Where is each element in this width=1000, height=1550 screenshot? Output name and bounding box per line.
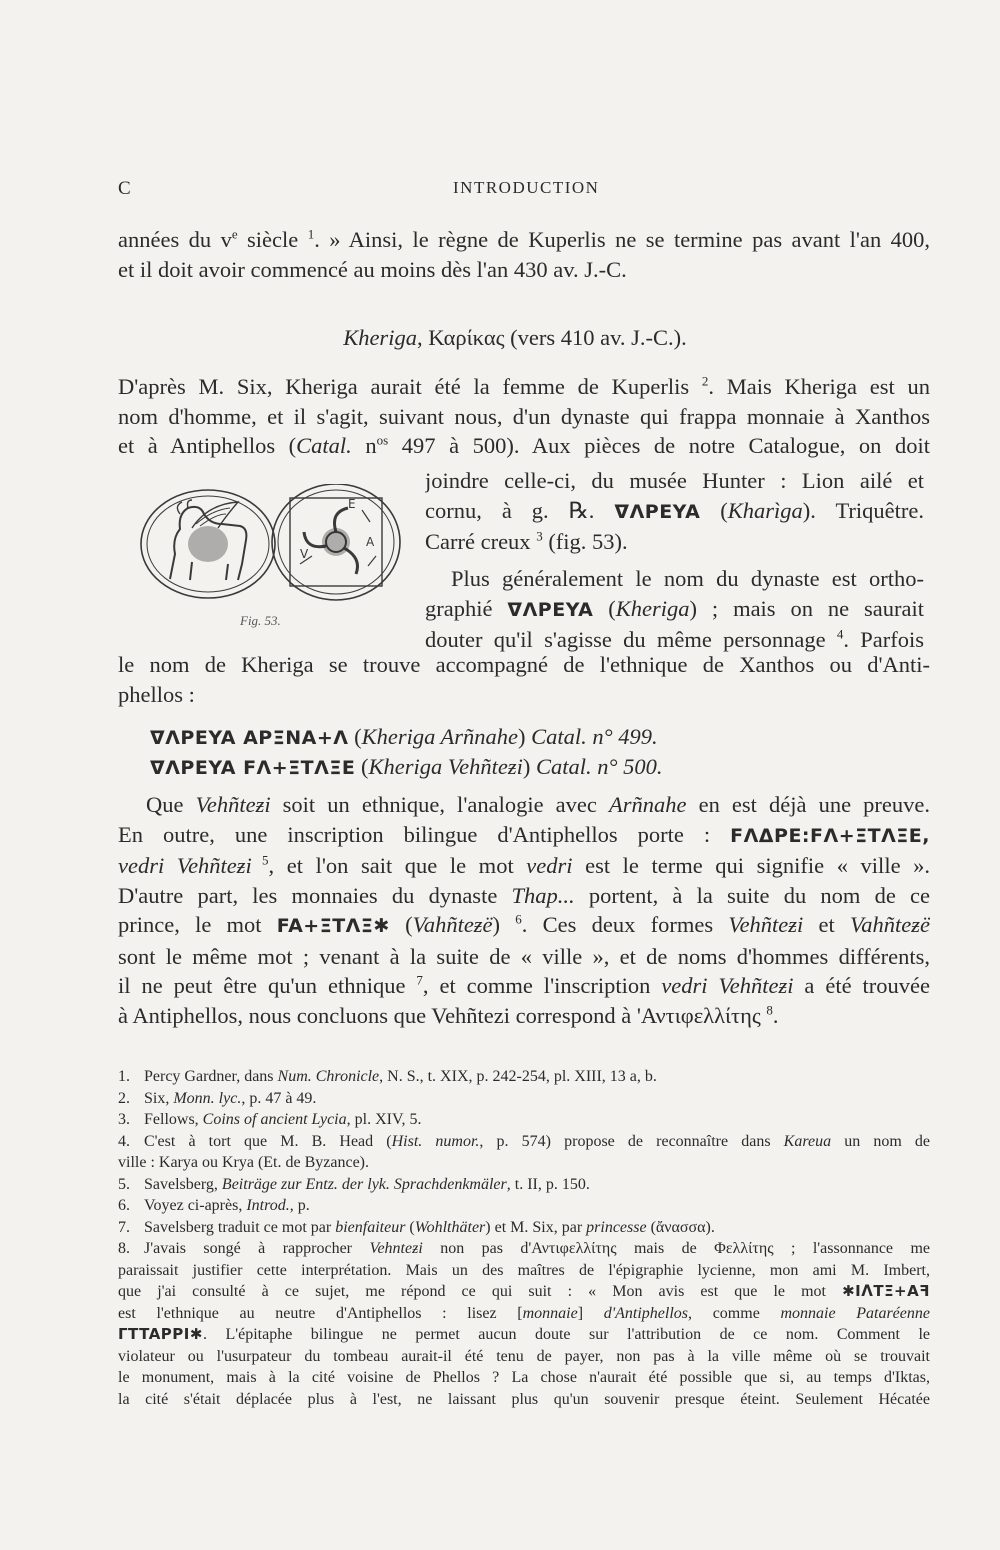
footnote-ref-5[interactable]: 5 [251,852,269,868]
footnote-ref-6[interactable]: 6 [515,911,522,927]
svg-text:V: V [300,547,309,561]
footnote-2: 2. Six, Monn. lyc., p. 47 à 49. [118,1089,317,1107]
footnote-ref-7[interactable]: 7 [416,972,423,988]
wrapped-text-2: Plus généralement le nom du dynaste est ortho- graphié ᐁᐱPEYA (Kheriga) ; mais on ne saurait douter qu'il s'agisse du même personnage $^4$. Parfois [425,566,924,652]
footnotes: 1. Percy Gardner, dans Num. Chronicle, N. S., t. XIX, p. 242-254, pl. XIII, 13 a, b. 2. Six, Monn. lyc., p. 47 à 49. 3. Fellows, Coins of ancient Lycia, pl. XIV, 5. 4. C'est à tort que M. B. Head (Hist. numor., p. 574) propose de reconnaître dans Kareua un nom de ville : Karya ou Krya (Et. de Byzance). 5. Savelsberg, Beiträge zur Entz. der lyk. Sprachdenkmäler, t. II, p. 150. 6. Voyez ci-après, Introd., p. 7. Savelsberg traduit ce mot par bienfaiteur (Wohlthäter) et M. Six, par princesse (ἄνασσα). 8. J'avais songé à rapprocher Vehnteƶi non pas d'Αντιφελλίτης mais de Φελλίτης ; l'assonnance me paraissait justifier cette interprétation. Mais un des maîtres de l'épigraphie lycienne, mon ami M. Imbert, que j'ai consulté à ce sujet, me répond ce qui suit : « Mon avis est que le mot ✱IᐱTΞ+Aꟻ est l'ethnique au neutre d'Antiphellos : lisez [monnaie] d'Antiphellos, comme monnaie Pataréenne ΓTTAPPI✱. L'épitaphe bilingue ne permet aucun doute sur l'attribution de ce nom. Comment le violateur ou l'usurpateur du tombeau aurait-il été tenu de payer, non pas à la ville même où se trouvait le monument, mais à la cité voisine de Phellos ? La chose n'aurait été possible que si, au temps d'Iktas, la cité s'était déplacée plus à l'est, ne laissant plus qu'un souvenir presque éteint. Seulement Hécatée [118,1068,930,1408]
footnote-8: 8. J'avais songé à rapprocher Vehnteƶi non pas d'Αντιφελλίτης mais de Φελλίτης ; l'assonnance me [118,1240,930,1257]
footnote-ref-8[interactable]: 8 [766,1002,773,1017]
running-header [118,178,948,208]
coin-illustration [130,484,420,604]
footnote-5: 5. Savelsberg, Beiträge zur Entz. der lyk. Sprachdenkmäler, t. II, p. 150. [118,1175,590,1193]
paragraph-1: années du $v^e$ siècle $^1$. » Ainsi, le règne de Kuperlis ne se termine pas avant l'an 400, et il doit avoir commencé au moins dès l'an 430 av. J.-C. [118,226,930,282]
footnote-3: 3. Fellows, Coins of ancient Lycia, pl. XIV, 5. [118,1111,422,1128]
figure-caption: Fig. 53. [240,613,281,628]
inscription-line-1: ᐁᐱPEYA APΞNA+ᐱ (Kheriga Arñnahe) Catal. n° 499. [150,724,658,749]
lycian-inscription: ᐁᐱPEYA [507,598,594,621]
section-heading: Kheriga, Καρίκας (vers 410 av. J.-C.). [343,325,687,350]
footnote-ref-3[interactable]: 3 [536,528,543,544]
footnote-ref-2[interactable]: 2 [701,373,709,389]
lycian-inscription: ᐁᐱPEYA [614,500,701,523]
paragraph-3: le nom de Kheriga se trouve accompagné de l'ethnique de Xanthos ou d'Anti- phellos : [118,652,930,707]
svg-text:A: A [366,535,375,549]
footnote-ref-1[interactable]: 1 [307,226,315,242]
svg-text:E: E [348,497,356,511]
wrapped-text-1: joindre celle-ci, du musée Hunter : Lion ailé et cornu, à g. ℞. ᐁᐱPEYA (Kharìga). Triquêtre. Carré creux $^3$ (fig. 53). [425,468,924,554]
paragraph-2: D'après M. Six, Kheriga aurait été la femme de Kuperlis $^2$. Mais Kheriga est un nom d'homme, et il s'agit, suivant nous, d'un dynaste qui frappa monnaie à Xanthos et à Antiphellos (Catal. $n^{os}$ 497 à 500). Aux pièces de notre Catalogue, on doit [118,373,930,458]
footnote-ref-4[interactable]: 4 [836,626,844,642]
footnote-1: 1. Percy Gardner, dans Num. Chronicle, N. S., t. XIX, p. 242-254, pl. XIII, 13 a, b. [118,1068,657,1085]
paragraph-4: Que Vehñteƶi soit un ethnique, l'analogie avec Arñnahe en est déjà une preuve. En outre, une inscription bilingue d'Antiphellos porte : FᐱΔPE:Fᐱ+ΞTᐱΞE, vedri Vehñteƶi $^5$, et l'on sait que le mot vedri est le terme qui signifie « ville ». D'autre part, les monnaies du dynaste Thap... portent, à la suite du nom de ce prince, le mot FA+ΞTᐱΞ✱ (Vahñteƶë) $^6$. Ces deux formes Vehñteƶi et Vahñteƶë sont le même mot ; venant à la suite de « ville », et de noms d'hommes différents, il ne peut être qu'un ethnique $^7$, et comme l'inscription vedri Vehñteƶi a été trouvée à Antiphellos, nous concluons que Vehñtezi correspond à 'Αντιφελλίτης $^8$. [118,792,930,1028]
footnote-7: 7. Savelsberg traduit ce mot par bienfaiteur (Wohlthäter) et M. Six, par princesse (ἄνασσα). [118,1218,715,1236]
footnote-4: 4. C'est à tort que M. B. Head (Hist. numor., p. 574) propose de reconnaître dans Kareua un nom de [118,1132,930,1150]
coin-figure [130,484,420,604]
running-title: INTRODUCTION [453,178,600,197]
page-number: C [118,178,132,199]
inscription-line-2: ᐁᐱPEYA Fᐱ+ΞTᐱΞE (Kheriga Vehñteƶi) Catal. n° 500. [150,754,663,779]
footnote-6: 6. Voyez ci-après, Introd., p. [118,1197,310,1214]
